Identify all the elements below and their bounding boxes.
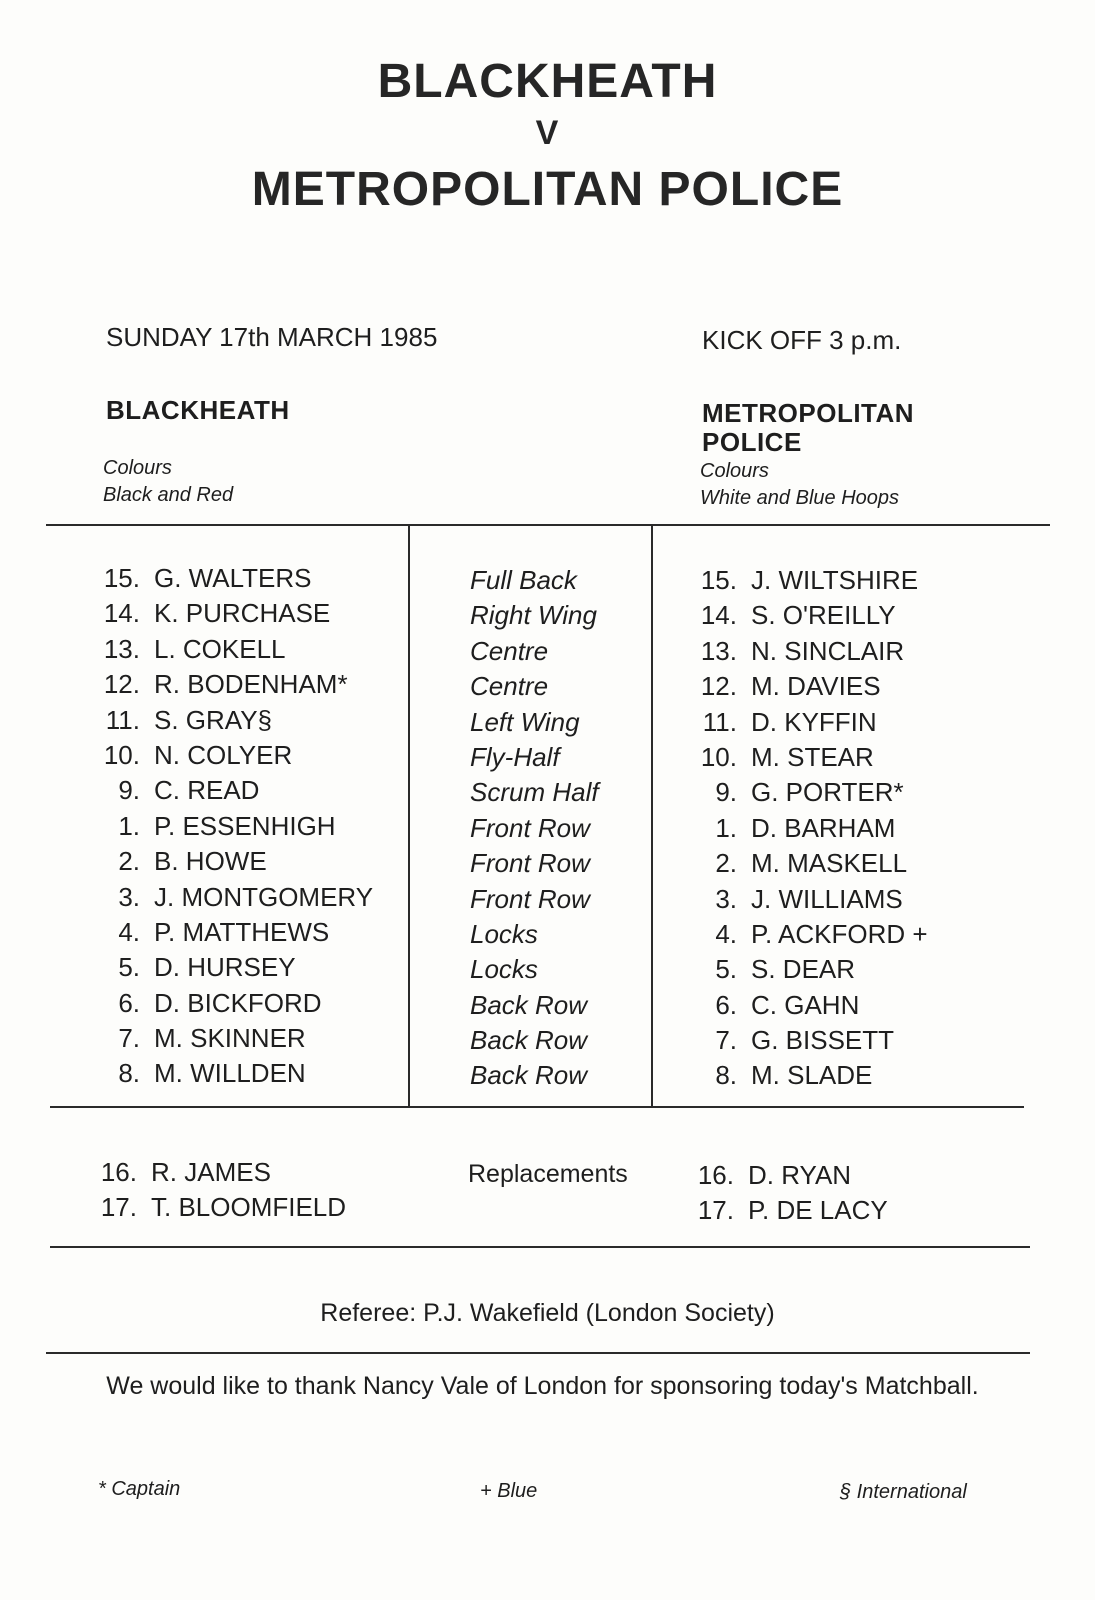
list-item: 15. G. WALTERS	[103, 563, 312, 593]
list-item: Back Row	[470, 1060, 588, 1091]
list-item: 9. C. READ	[118, 775, 260, 806]
list-item: 2. B. HOWE	[118, 846, 267, 877]
list-item: Locks	[470, 918, 538, 949]
list-item: Centre	[470, 635, 549, 666]
list-item: 7. G. BISSETT	[715, 1025, 895, 1056]
list-item: 6. C. GAHN	[715, 989, 860, 1020]
list-item: 13. N. SINCLAIR	[700, 635, 905, 666]
replacements-label: Replacements	[468, 1160, 628, 1188]
list-item: 12. R. BODENHAM*	[103, 669, 348, 700]
list-item: Right Wing	[470, 600, 597, 631]
list-item: 4. P. MATTHEWS	[118, 916, 330, 947]
list-item: Scrum Half	[470, 777, 599, 808]
list-item: 11. D. KYFFIN	[702, 706, 877, 737]
table-top-rule	[46, 524, 1050, 526]
home-colours-label: Colours	[103, 457, 172, 479]
list-item: 7. M. SKINNER	[118, 1023, 306, 1054]
home-colours: Black and Red	[103, 484, 234, 506]
replacements-rule	[50, 1246, 1030, 1248]
legend-captain: * Captain	[98, 1478, 181, 1500]
list-item: 3. J. MONTGOMERY	[118, 881, 374, 912]
away-colours: White and Blue Hoops	[700, 487, 900, 509]
list-item: 13. L. COKELL	[103, 633, 286, 664]
column-divider-right	[651, 526, 653, 1108]
list-item: 5. D. HURSEY	[118, 952, 296, 983]
away-title: METROPOLITAN POLICE	[251, 163, 844, 216]
list-item: 11. S. GRAY§	[105, 704, 273, 735]
table-bottom-rule	[50, 1106, 1024, 1108]
away-lineup	[697, 563, 928, 1094]
list-item: 10. N. COLYER	[103, 739, 293, 770]
list-item: Full Back	[470, 565, 577, 595]
list-item: Locks	[470, 954, 538, 985]
list-item: Centre	[470, 671, 549, 702]
legend-international: § International	[840, 1481, 967, 1503]
legend-blue: + Blue	[480, 1480, 538, 1502]
list-item: 12. M. DAVIES	[700, 671, 881, 702]
list-item: 14. S. O'REILLY	[700, 600, 896, 631]
referee-rule	[46, 1352, 1030, 1354]
list-item: 1. P. ESSENHIGH	[118, 810, 336, 841]
list-item: Front Row	[470, 883, 590, 914]
list-item: 8. M. WILLDEN	[118, 1058, 306, 1089]
list-item: 5. S. DEAR	[715, 954, 856, 985]
list-item: Back Row	[470, 1025, 588, 1056]
away-colours-label: Colours	[700, 460, 769, 482]
versus-label: V	[535, 114, 560, 152]
list-item: 10. M. STEAR	[700, 741, 874, 772]
list-item: Back Row	[470, 989, 588, 1020]
list-item: 4. P. ACKFORD +	[715, 918, 928, 949]
list-item: 6. D. BICKFORD	[118, 987, 322, 1018]
home-title: BLACKHEATH	[377, 55, 718, 108]
list-item: 15. J. WILTSHIRE	[700, 565, 919, 595]
list-item: Fly-Half	[470, 741, 560, 772]
column-divider-left	[408, 526, 410, 1108]
positions-list	[470, 563, 599, 1094]
away-team-name-line1: METROPOLITAN	[702, 398, 915, 428]
list-item: Left Wing	[470, 706, 580, 737]
home-lineup	[100, 561, 373, 1092]
away-team-name-line2: POLICE	[702, 427, 802, 457]
list-item: 16. R. JAMES	[100, 1157, 271, 1187]
kickoff-time: KICK OFF 3 p.m.	[702, 325, 902, 355]
list-item: 8. M. SLADE	[715, 1060, 873, 1091]
list-item: 16. D. RYAN	[697, 1160, 852, 1190]
list-item: 17. T. BLOOMFIELD	[100, 1192, 347, 1223]
list-item: 1. D. BARHAM	[715, 812, 896, 843]
list-item: 2. M. MASKELL	[715, 848, 908, 879]
list-item: 3. J. WILLIAMS	[715, 883, 903, 914]
list-item: 14. K. PURCHASE	[103, 598, 331, 629]
match-date: SUNDAY 17th MARCH 1985	[106, 322, 438, 352]
home-team-name: BLACKHEATH	[106, 395, 290, 425]
home-replacements	[97, 1155, 346, 1226]
referee-line: Referee: P.J. Wakefield (London Society)	[320, 1299, 775, 1327]
list-item: Front Row	[470, 812, 590, 843]
list-item: 17. P. DE LACY	[697, 1195, 888, 1226]
away-replacements	[694, 1158, 888, 1229]
sponsor-note: We would like to thank Nancy Vale of London for sponsoring today's Matchball.	[106, 1372, 979, 1400]
list-item: Front Row	[470, 848, 590, 879]
list-item: 9. G. PORTER*	[715, 777, 904, 808]
